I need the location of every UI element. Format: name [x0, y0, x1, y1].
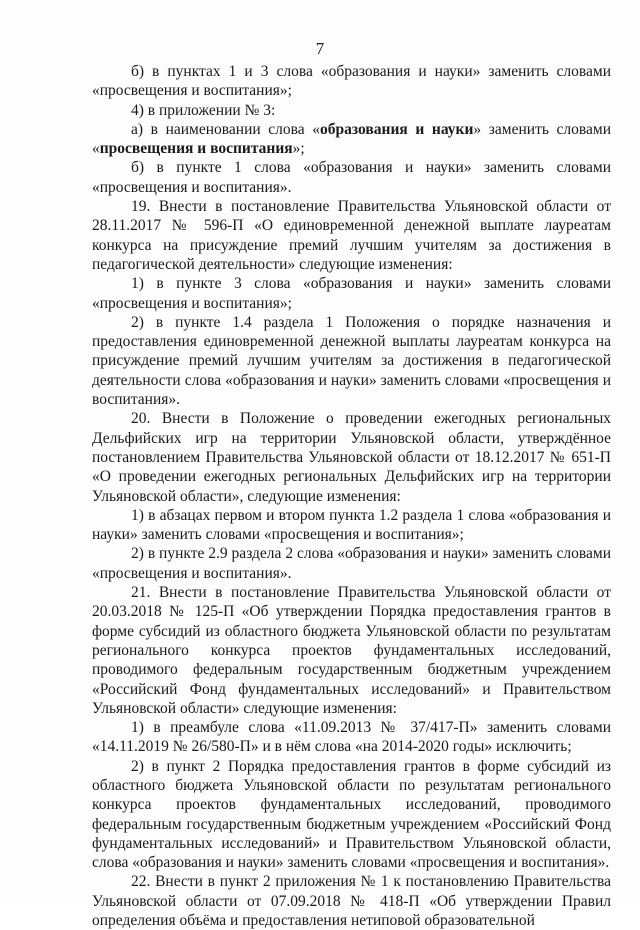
bold-text-run: просвещения и воспитания: [99, 140, 293, 158]
text-run: б) в пункте 1 слова «образования и науки» заменить словами «просвещения и воспитания».: [92, 159, 611, 196]
paragraph: [92, 409, 611, 505]
paragraph: [92, 544, 611, 583]
text-run: 2) в пункт 2 Порядка предоставления грантов в форме субсидий из областного бюджета Ульяновской области по результатам регионального конкурса проектов фундаментальных исследований, проводимого федеральным государственным бюджетным учреждением «Российский Фонд фундаментальных исследований» и Правительством Ульяновской области, слова «образования и науки» заменить словами «просвещения и воспитания».: [92, 757, 611, 872]
text-run: »;: [292, 140, 305, 158]
text-run: 2) в пункте 2.9 раздела 2 слова «образования и науки» заменить словами «просвещения и воспитания».: [92, 545, 611, 582]
text-run: б) в пунктах 1 и 3 слова «образования и науки» заменить словами «просвещения и воспитания»;: [92, 63, 611, 100]
bold-text-run: образования и науки: [320, 120, 474, 138]
paragraph: [92, 583, 611, 718]
paragraph: [92, 506, 611, 545]
paragraph: [92, 62, 611, 101]
paragraph: [92, 757, 611, 873]
paragraph: [92, 313, 611, 409]
paragraph: [92, 274, 611, 313]
paragraph: [92, 120, 611, 159]
text-run: 2) в пункте 1.4 раздела 1 Положения о порядке назначения и предоставления единовременной денежной выплаты лауреатам конкурса на присуждение премий лучшим учителям за достижения в педагогической деятельности слова «образования и науки» заменить словами «просвещения и воспитания».: [92, 313, 611, 409]
paragraph: [92, 718, 611, 757]
text-run: 1) в пункте 3 слова «образования и науки» заменить словами «просвещения и воспитания»;: [92, 275, 611, 312]
document-body: [92, 62, 611, 930]
paragraph: [92, 197, 611, 274]
text-run: 19. Внести в постановление Правительства Ульяновской области от 28.11.2017 № 596-П «О единовременной денежной выплате лауреатам конкурса на присуждение премий лучшим учителям за достижения в педагогической деятельности» следующие изменения:: [92, 198, 611, 273]
text-run: 1) в преамбуле слова «11.09.2013 № 37/417-П» заменить словами «14.11.2019 № 26/580-П» и в нём слова «на 2014-2020 годы» исключить;: [92, 719, 611, 756]
text-run: 21. Внести в постановление Правительства Ульяновской области от 20.03.2018 № 125-П «Об утверждении Порядка предоставления грантов в форме субсидий из областного бюджета Ульяновской области по результатам регионального конкурса проектов фундаментальных исследований, проводимого федеральным государственным бюджетным учреждением «Российский Фонд фундаментальных исследований» и Правительством Ульяновской области» следующие изменения:: [92, 584, 611, 717]
text-run: 1) в абзацах первом и втором пункта 1.2 раздела 1 слова «образования и науки» заменить словами «просвещения и воспитания»;: [92, 506, 611, 544]
page-number: 7: [315, 39, 325, 58]
paragraph: [92, 158, 611, 197]
text-run: » заменить словами «: [92, 120, 611, 158]
paragraph: [92, 101, 611, 120]
text-run: 22. Внести в пункт 2 приложения № 1 к постановлению Правительства Ульяновской области от 07.09.2018 № 418-П «Об утверждении Правил определения объёма и предоставления нетиповой образовательной: [92, 873, 611, 930]
text-run: 20. Внести в Положение о проведении ежегодных региональных Дельфийских игр на территории Ульяновской области, утверждённое постановлением Правительства Ульяновской области от 18.12.2017 № 651-П «О проведении ежегодных региональных Дельфийских игр на территории Ульяновской области», следующие изменения:: [92, 410, 611, 505]
paragraph: [92, 872, 611, 930]
text-run: а) в наименовании слова «: [131, 120, 321, 138]
text-run: 4) в приложении № 3:: [131, 101, 276, 119]
